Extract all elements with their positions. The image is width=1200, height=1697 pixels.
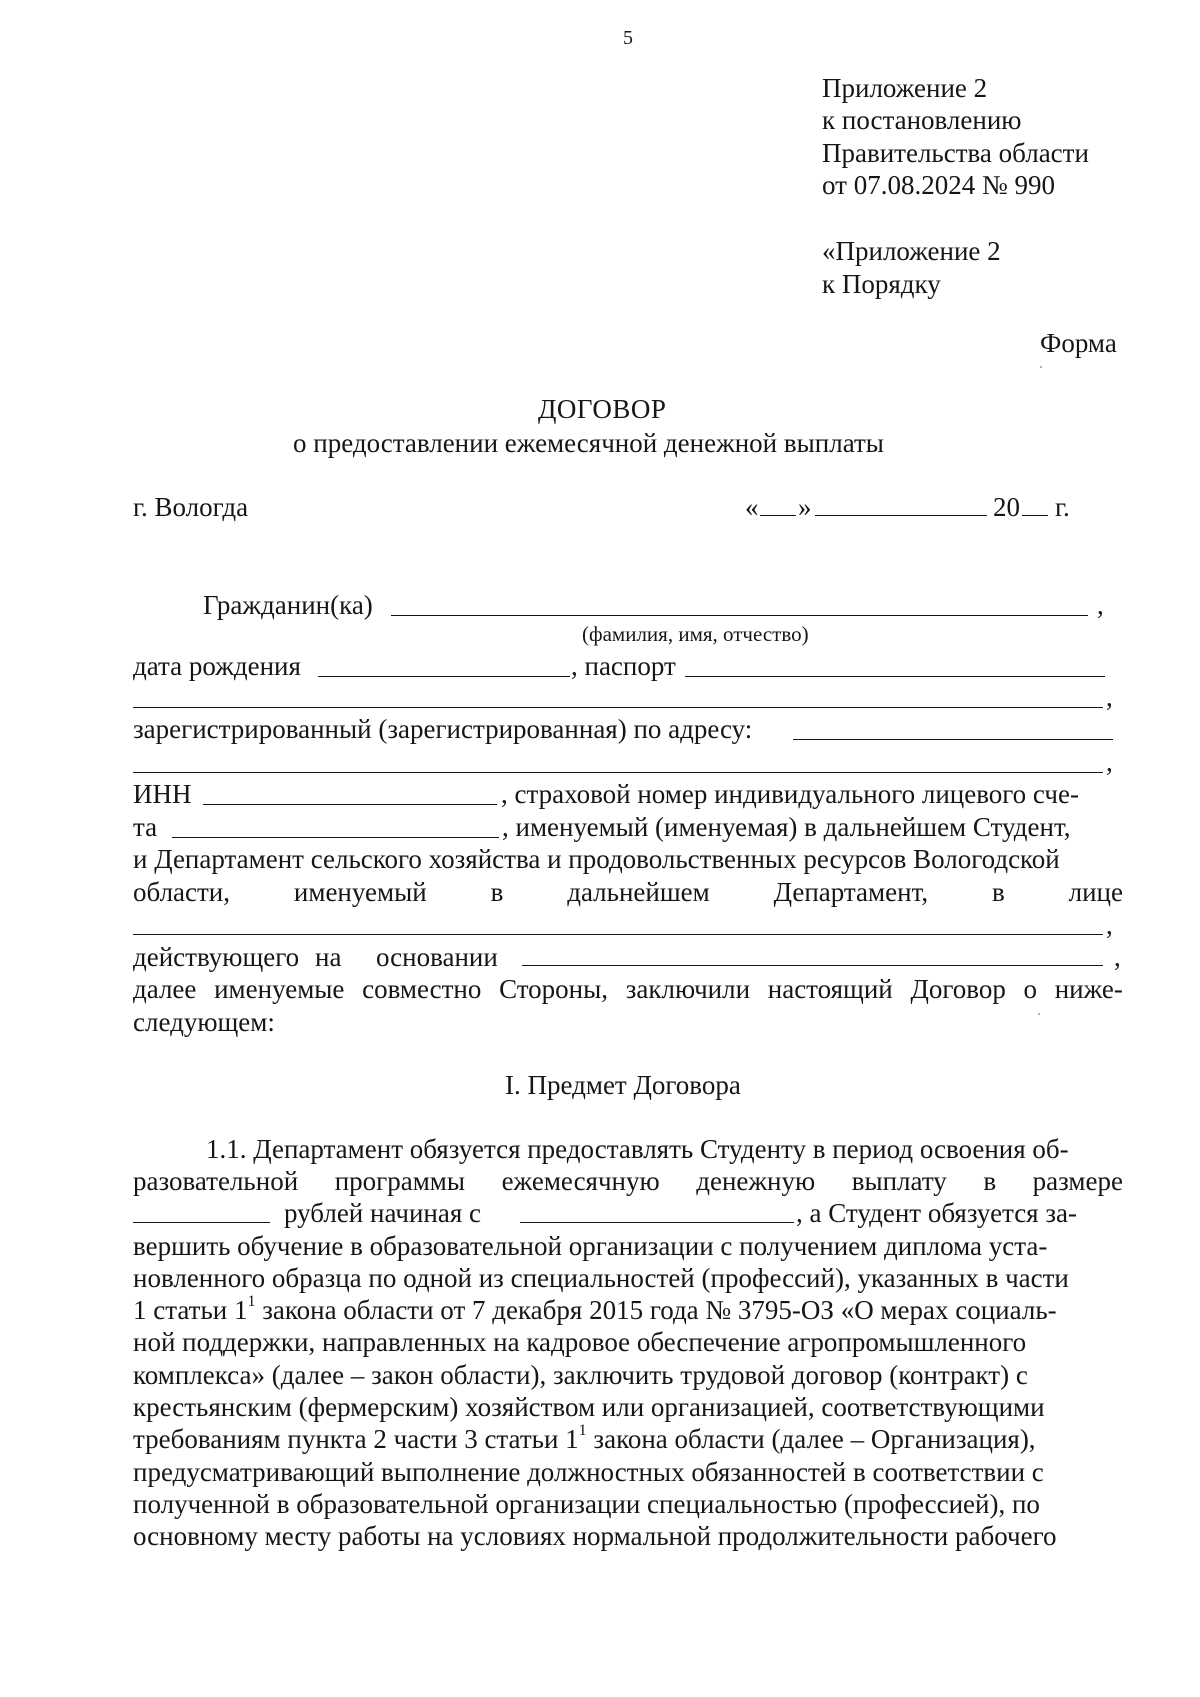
para-1-1-line-2 xyxy=(133,1165,1123,1197)
para-1-1-line-3b: , а Студент обязуется за- xyxy=(796,1198,1077,1228)
word: в xyxy=(991,877,1005,907)
parties-line xyxy=(133,973,1123,1005)
scan-speck xyxy=(1040,366,1042,368)
date-month-blank[interactable] xyxy=(815,515,987,516)
snils-label-end: та xyxy=(133,812,158,842)
appendix-header-line-6: к Порядку xyxy=(822,269,941,299)
para-1-1-line-7: ной поддержки, направленных на кадровое обеспечение агропромышленного xyxy=(133,1327,1027,1357)
word: Стороны, xyxy=(499,974,609,1004)
word: совместно xyxy=(362,974,482,1004)
word: в xyxy=(983,1166,997,1196)
date-close-quote: » xyxy=(798,492,812,522)
address-comma: , xyxy=(1106,747,1113,777)
appendix-header-line-2: к постановлению xyxy=(822,105,1022,135)
department-line: и Департамент сельского хозяйства и продовольственных ресурсов Вологодской xyxy=(133,844,1060,874)
word: денежную xyxy=(696,1166,816,1196)
word: заключили xyxy=(625,974,751,1004)
appendix-header-line-5: «Приложение 2 xyxy=(822,236,1001,266)
date-open-quote: « xyxy=(745,492,759,522)
department-representative-line xyxy=(133,876,1123,908)
acting-word-2: на xyxy=(315,942,342,972)
text: закона области от 7 декабря 2015 года № 3795-ОЗ «О мерах социаль- xyxy=(255,1295,1057,1325)
date-year-prefix: 20 xyxy=(993,492,1020,522)
text: требованиям пункта 2 части 3 статьи 1 xyxy=(133,1424,579,1454)
birth-date-field[interactable] xyxy=(318,676,570,677)
para-1-1-line-1: 1.1. Департамент обязуется предоставлять Студенту в период освоения об- xyxy=(206,1134,1069,1164)
appendix-header-line-1: Приложение 2 xyxy=(822,73,988,103)
document-subtitle: о предоставлении ежемесячной денежной выплаты xyxy=(293,428,884,458)
word: размере xyxy=(1032,1166,1123,1196)
date-year-blank[interactable] xyxy=(1022,515,1048,516)
passport-comma: , xyxy=(1106,682,1113,712)
representative-comma: , xyxy=(1106,910,1113,940)
fio-hint: (фамилия, имя, отчество) xyxy=(582,622,809,646)
passport-field[interactable] xyxy=(685,676,1105,677)
acting-word-3: основании xyxy=(376,942,498,972)
date-day-blank[interactable] xyxy=(760,515,796,516)
citizen-name-field[interactable] xyxy=(391,615,1088,616)
superscript: 1 xyxy=(247,1293,256,1310)
birth-date-label: дата рождения xyxy=(133,651,301,681)
appendix-header-line-4: от 07.08.2024 № 990 xyxy=(822,170,1055,200)
para-1-1-line-3a: рублей начиная с xyxy=(284,1198,481,1228)
para-1-1-line-8: комплекса» (далее – закон области), заключить трудовой договор (контракт) с xyxy=(133,1360,1028,1390)
snils-field[interactable] xyxy=(172,837,499,838)
page-number: 5 xyxy=(623,27,633,49)
word: именуемые xyxy=(214,974,345,1004)
para-1-1-line-6 xyxy=(133,1294,1057,1326)
place-of-signing: г. Вологда xyxy=(133,492,249,522)
word: Департамент, xyxy=(773,877,929,907)
word: разовательной xyxy=(133,1166,299,1196)
basis-comma: , xyxy=(1114,942,1121,972)
section-1-heading: I. Предмет Договора xyxy=(505,1070,741,1100)
word: ежемесячную xyxy=(501,1166,660,1196)
scan-speck xyxy=(1038,1013,1040,1015)
inn-label: ИНН xyxy=(133,779,192,809)
para-1-1-line-9: крестьянским (фермерским) хозяйством или организацией, соответствующими xyxy=(133,1392,1045,1422)
word: именуемый xyxy=(293,877,427,907)
word: далее xyxy=(133,974,197,1004)
student-designation: , именуемый (именуемая) в дальнейшем Студент, xyxy=(502,812,1071,842)
text: 1 статьи 1 xyxy=(133,1295,248,1325)
word: лице xyxy=(1068,877,1123,907)
snils-label: , страховой номер индивидуального лицевого сче- xyxy=(501,779,1079,809)
para-1-1-line-13: основному месту работы на условиях нормальной продолжительности рабочего xyxy=(133,1521,1057,1551)
citizen-comma: , xyxy=(1097,590,1104,620)
start-date-field[interactable] xyxy=(520,1222,794,1223)
superscript: 1 xyxy=(578,1422,587,1439)
word: в xyxy=(490,877,504,907)
form-label: Форма xyxy=(1040,328,1117,358)
word: выплату xyxy=(851,1166,947,1196)
document-title: ДОГОВОР xyxy=(538,394,667,424)
para-1-1-line-5: новленного образца по одной из специальностей (профессий), указанных в части xyxy=(133,1263,1069,1293)
passport-label: , паспорт xyxy=(571,651,676,681)
word: настоящий xyxy=(767,974,893,1004)
para-1-1-line-11: предусматривающий выполнение должностных обязанностей в соответствии с xyxy=(133,1457,1044,1487)
passport-field-continued[interactable] xyxy=(133,707,1103,708)
amount-field[interactable] xyxy=(133,1222,270,1223)
date-year-suffix: г. xyxy=(1055,492,1070,522)
inn-field[interactable] xyxy=(203,804,497,805)
para-1-1-line-4: вершить обучение в образовательной организации с получением диплома уста- xyxy=(133,1231,1048,1261)
appendix-header-line-3: Правительства области xyxy=(822,138,1089,168)
representative-field[interactable] xyxy=(133,934,1103,935)
word: Договор xyxy=(910,974,1006,1004)
registration-address-field[interactable] xyxy=(793,739,1113,740)
basis-field[interactable] xyxy=(522,965,1103,966)
registration-address-field-continued[interactable] xyxy=(133,772,1103,773)
parties-line-end: следующем: xyxy=(133,1007,275,1037)
citizen-label: Гражданин(ка) xyxy=(203,590,373,620)
text: закона области (далее – Организация), xyxy=(586,1424,1036,1454)
registration-address-label: зарегистрированный (зарегистрированная) по адресу: xyxy=(133,714,753,744)
para-1-1-line-10 xyxy=(133,1423,1036,1455)
acting-word-1: действующего xyxy=(133,942,300,972)
word: о xyxy=(1023,974,1038,1004)
word: программы xyxy=(334,1166,466,1196)
word: ниже- xyxy=(1054,974,1123,1004)
word: дальнейшем xyxy=(567,877,710,907)
para-1-1-line-12: полученной в образовательной организации специальностью (профессией), по xyxy=(133,1489,1040,1519)
word: области, xyxy=(133,877,231,907)
